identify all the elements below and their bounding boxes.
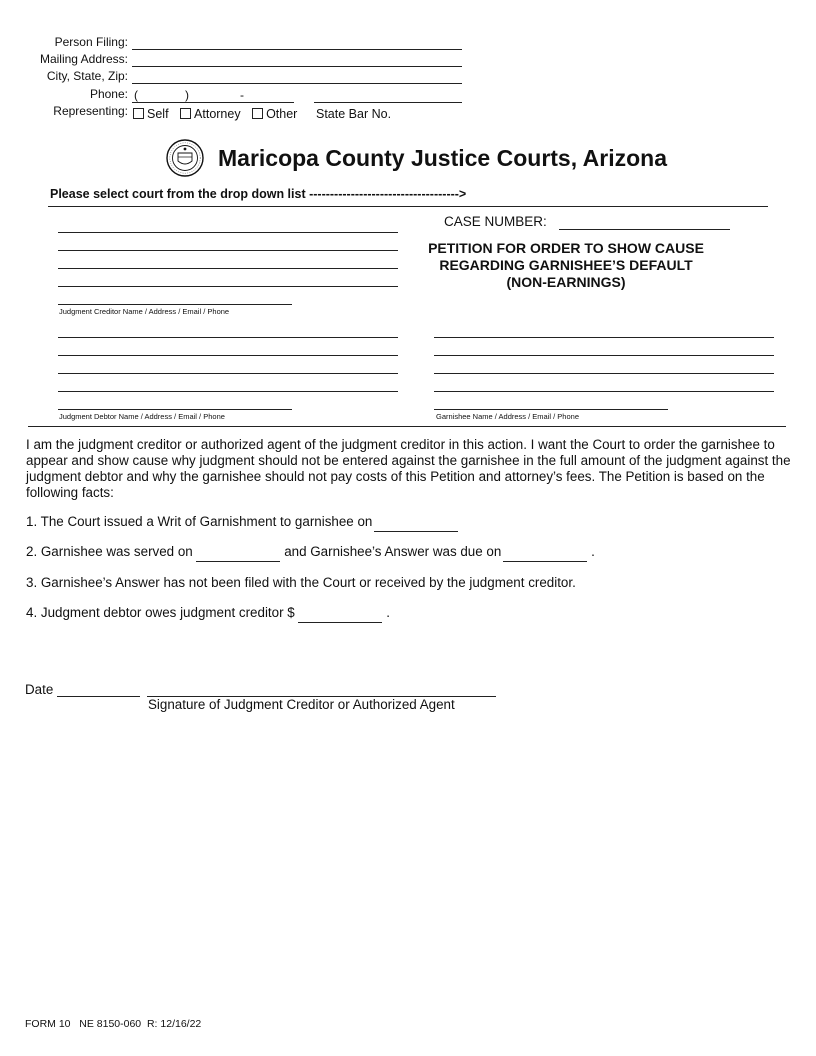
petition-title-line-1: PETITION FOR ORDER TO SHOW CAUSE bbox=[428, 240, 704, 256]
petition-title-line-3: (NON-EARNINGS) bbox=[506, 274, 626, 290]
person-filing-field[interactable] bbox=[132, 49, 462, 50]
court-divider bbox=[48, 206, 768, 207]
amount-owed-field[interactable] bbox=[298, 607, 382, 623]
attorney-option-label: Attorney bbox=[194, 107, 241, 121]
garnishee-line-3[interactable] bbox=[434, 373, 774, 374]
person-filing-label: Person Filing: bbox=[54, 35, 128, 49]
self-checkbox[interactable] bbox=[133, 108, 144, 119]
mailing-address-label: Mailing Address: bbox=[39, 52, 128, 66]
creditor-line-1[interactable] bbox=[58, 232, 398, 233]
fact-4-end: . bbox=[386, 605, 390, 620]
other-option-label: Other bbox=[266, 107, 298, 121]
creditor-line-2[interactable] bbox=[58, 250, 398, 251]
petition-intro: I am the judgment creditor or authorized agent of the judgment creditor in this action. I want the Court to order the garnishee to appear and show cause why judgment should not be entered against the garnishee in the full amount of the judgment against the judgment debtor and why the garnishee should not pay costs of this Petition and attorney’s fees. The Petition is based on the following facts: bbox=[26, 437, 791, 500]
city-state-zip-label: City, State, Zip: bbox=[46, 69, 128, 83]
served-date-field[interactable] bbox=[196, 546, 280, 562]
phone-dash: - bbox=[240, 88, 244, 102]
fact-1-text: 1. The Court issued a Writ of Garnishment to garnishee on bbox=[26, 514, 373, 529]
fact-2 bbox=[26, 544, 595, 562]
representing-label: Representing: bbox=[53, 104, 128, 118]
form-id: FORM 10 NE 8150-060 R: 12/16/22 bbox=[25, 1018, 202, 1030]
other-checkbox[interactable] bbox=[252, 108, 263, 119]
debtor-line-2[interactable] bbox=[58, 355, 398, 356]
phone-open-paren: ( bbox=[134, 88, 138, 102]
fact-4 bbox=[26, 605, 390, 623]
debtor-line-4[interactable] bbox=[58, 391, 398, 392]
self-option-label: Self bbox=[147, 107, 169, 121]
case-number-label: CASE NUMBER: bbox=[444, 214, 547, 229]
creditor-line-5[interactable] bbox=[58, 304, 292, 305]
attorney-checkbox[interactable] bbox=[180, 108, 191, 119]
fact-4-text: 4. Judgment debtor owes judgment creditor $ bbox=[26, 605, 295, 620]
garnishee-caption: Garnishee Name / Address / Email / Phone bbox=[436, 412, 579, 421]
creditor-line-3[interactable] bbox=[58, 268, 398, 269]
parties-divider bbox=[28, 426, 786, 427]
phone-close-paren: ) bbox=[185, 88, 189, 102]
phone-label: Phone: bbox=[89, 87, 128, 101]
garnishee-line-2[interactable] bbox=[434, 355, 774, 356]
fact-1 bbox=[26, 514, 458, 532]
fact-2-text-a: 2. Garnishee was served on bbox=[26, 544, 193, 559]
mailing-address-field[interactable] bbox=[132, 66, 462, 67]
date-label: Date bbox=[25, 682, 54, 697]
garnishee-line-4[interactable] bbox=[434, 391, 774, 392]
state-bar-label: State Bar No. bbox=[316, 107, 392, 121]
debtor-line-5[interactable] bbox=[58, 409, 292, 410]
signature-label: Signature of Judgment Creditor or Authorized Agent bbox=[148, 697, 455, 712]
debtor-caption: Judgment Debtor Name / Address / Email / Phone bbox=[59, 412, 225, 421]
case-number-field[interactable] bbox=[559, 229, 730, 230]
debtor-line-1[interactable] bbox=[58, 337, 398, 338]
county-seal-icon bbox=[166, 139, 204, 177]
court-select-dropdown[interactable]: Please select court from the drop down list ------------------------------------> bbox=[50, 187, 467, 201]
writ-date-field[interactable] bbox=[374, 516, 458, 532]
representing-options bbox=[133, 107, 297, 121]
garnishee-line-5[interactable] bbox=[434, 409, 668, 410]
date-field[interactable] bbox=[57, 696, 140, 697]
creditor-caption: Judgment Creditor Name / Address / Email / Phone bbox=[59, 307, 230, 316]
debtor-line-3[interactable] bbox=[58, 373, 398, 374]
fact-2-text-b: and Garnishee’s Answer was due on bbox=[284, 544, 502, 559]
court-title: Maricopa County Justice Courts, Arizona bbox=[218, 145, 667, 171]
fact-3: 3. Garnishee’s Answer has not been filed with the Court or received by the judgment creditor. bbox=[26, 575, 576, 590]
city-state-zip-field[interactable] bbox=[132, 83, 462, 84]
state-bar-field[interactable] bbox=[314, 102, 462, 103]
fact-2-text-c: . bbox=[591, 544, 595, 559]
petition-title-line-2: REGARDING GARNISHEE’S DEFAULT bbox=[439, 257, 693, 273]
petition-title bbox=[400, 240, 732, 291]
creditor-line-4[interactable] bbox=[58, 286, 398, 287]
phone-field[interactable] bbox=[132, 102, 294, 103]
garnishee-line-1[interactable] bbox=[434, 337, 774, 338]
answer-due-date-field[interactable] bbox=[503, 546, 587, 562]
